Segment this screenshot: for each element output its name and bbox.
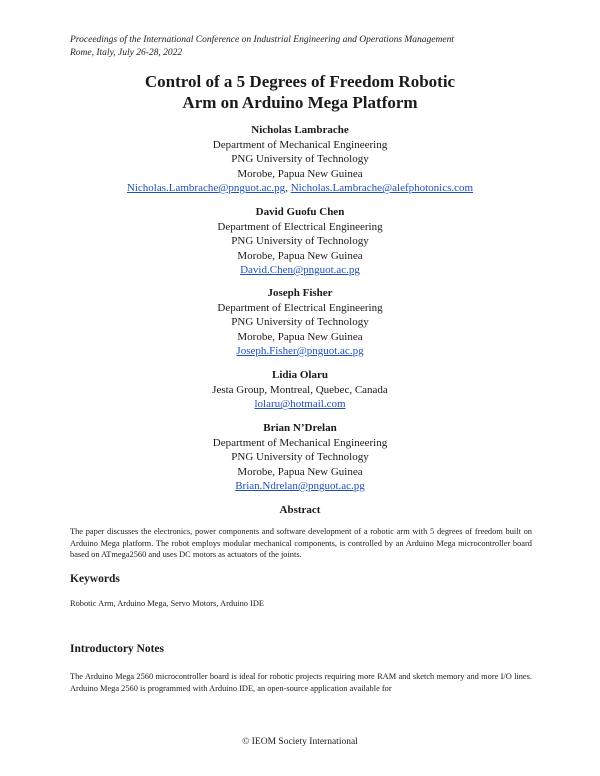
author-name: Brian N’Drelan [263, 422, 337, 434]
author-block-1 [0, 123, 600, 196]
title-line-2: Arm on Arduino Mega Platform [182, 93, 418, 112]
intro-text: The Arduino Mega 2560 microcontroller board is ideal for robotic projects requiring more RAM and sketch memory and more I/O lines. Arduino Mega 2560 is programmed with Arduino IDE, an open-source application available for [70, 672, 532, 693]
author-affiliation-line: PNG University of Technology [231, 451, 369, 463]
author-affiliation-line: Morobe, Papua New Guinea [237, 167, 363, 180]
header-conference: Proceedings of the International Conference on Industrial Engineering and Operations Management [70, 35, 454, 45]
paper-title [0, 71, 600, 113]
author-email-link[interactable]: Nicholas.Lambrache@pnguot.ac.pg [126, 182, 286, 194]
author-name: Nicholas Lambrache [251, 124, 349, 136]
author-affiliation-line: Department of Electrical Engineering [217, 301, 383, 314]
author-emails [0, 344, 600, 359]
author-email-link[interactable]: Brian.Ndrelan@pnguot.ac.pg [235, 480, 365, 492]
author-affiliation-line: Department of Mechanical Engineering [212, 436, 388, 449]
author-affiliation-line: Jesta Group, Montreal, Quebec, Canada [212, 383, 388, 396]
author-affiliation-line: Department of Mechanical Engineering [212, 138, 388, 151]
abstract-heading: Abstract [279, 504, 321, 516]
intro-heading: Introductory Notes [70, 643, 165, 655]
author-affiliation-line: Department of Electrical Engineering [217, 220, 383, 233]
abstract-text: The paper discusses the electronics, power components and software development of a robotic arm with 5 degrees of freedom built on Arduino Mega platform. The robot employs modular mechanical components, is controlled by an Arduino Mega microcontroller board based on ATmega2560 and uses DC motors as actuators of the joints. [70, 527, 532, 560]
author-emails [0, 397, 600, 412]
proceedings-header [70, 34, 454, 60]
title-line-1: Control of a 5 Degrees of Freedom Robotic [144, 72, 456, 91]
author-name: David Guofu Chen [255, 206, 345, 218]
author-name: Joseph Fisher [267, 287, 333, 299]
author-affiliation-line: PNG University of Technology [231, 153, 369, 165]
author-emails [0, 479, 600, 494]
header-location-date: Rome, Italy, July 26-28, 2022 [70, 48, 183, 58]
page-footer: © IEOM Society International [242, 737, 358, 747]
author-affiliation-line: Morobe, Papua New Guinea [237, 330, 363, 343]
keywords-text: Robotic Arm, Arduino Mega, Servo Motors, Arduino IDE [70, 599, 265, 608]
author-block-5 [0, 421, 600, 494]
author-affiliation-line: Morobe, Papua New Guinea [237, 465, 363, 478]
keywords-heading: Keywords [70, 573, 120, 585]
author-emails [0, 263, 600, 278]
author-email-link[interactable]: Nicholas.Lambrache@alefphotonics.com [290, 182, 474, 194]
author-email-link[interactable]: lolaru@hotmail.com [254, 398, 346, 410]
author-affiliation-line: Morobe, Papua New Guinea [237, 249, 363, 262]
author-block-3 [0, 286, 600, 359]
author-email-link[interactable]: Joseph.Fisher@pnguot.ac.pg [236, 345, 364, 357]
author-block-4 [0, 368, 600, 412]
author-name: Lidia Olaru [272, 369, 328, 381]
author-email-link[interactable]: David.Chen@pnguot.ac.pg [240, 264, 360, 276]
author-block-2 [0, 205, 600, 278]
author-affiliation-line: PNG University of Technology [231, 235, 369, 247]
author-affiliation-line: PNG University of Technology [231, 316, 369, 328]
author-emails [0, 181, 600, 196]
email-separator: , [285, 182, 291, 194]
